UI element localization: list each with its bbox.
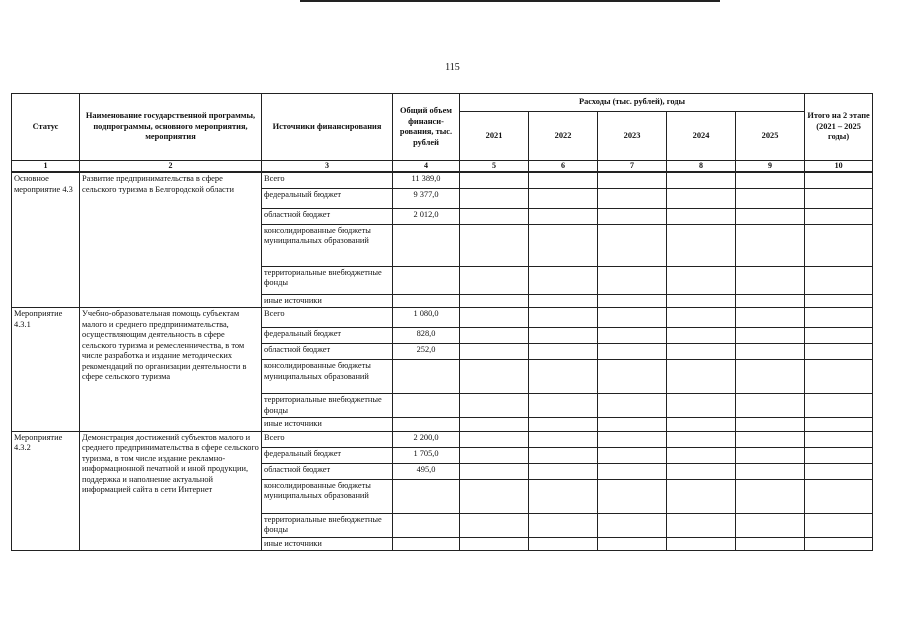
source-label: территориальные внебюджетные фонды: [262, 266, 393, 294]
column-number: 9: [736, 161, 805, 173]
source-label: территориальные внебюджетные фонды: [262, 394, 393, 418]
table-row: [12, 308, 873, 328]
total-amount: 828,0: [393, 328, 460, 344]
header-total-stage: Итого на 2 этапе (2021 – 2025 годы): [805, 94, 873, 161]
total-amount: [393, 479, 460, 513]
source-label: территориальные внебюджетные фонды: [262, 513, 393, 537]
table-row: [12, 431, 873, 447]
header-year: 2021: [460, 112, 529, 161]
total-amount: [393, 266, 460, 294]
header-sources: Источники финансирования: [262, 94, 393, 161]
source-label: федеральный бюджет: [262, 447, 393, 463]
source-label: федеральный бюджет: [262, 328, 393, 344]
column-number: 5: [460, 161, 529, 173]
header-status: Статус: [12, 94, 80, 161]
source-label: иные источники: [262, 294, 393, 308]
column-number: 10: [805, 161, 873, 173]
total-amount: [393, 418, 460, 432]
total-amount: [393, 360, 460, 394]
header-year: 2025: [736, 112, 805, 161]
total-amount: 9 377,0: [393, 188, 460, 208]
source-label: консолидированные бюджеты муниципальных образований: [262, 224, 393, 266]
budget-table: [11, 93, 873, 551]
source-label: федеральный бюджет: [262, 188, 393, 208]
source-label: областной бюджет: [262, 463, 393, 479]
total-amount: 2 012,0: [393, 208, 460, 224]
source-label: Всего: [262, 172, 393, 188]
header-expenses: Расходы (тыс. рублей), годы: [460, 94, 805, 112]
source-label: областной бюджет: [262, 344, 393, 360]
column-number: 8: [667, 161, 736, 173]
header-year: 2024: [667, 112, 736, 161]
column-number: 4: [393, 161, 460, 173]
total-amount: 2 200,0: [393, 431, 460, 447]
total-amount: [393, 224, 460, 266]
total-amount: [393, 294, 460, 308]
column-number: 1: [12, 161, 80, 173]
header-year: 2023: [598, 112, 667, 161]
scan-edge-line: [300, 0, 720, 2]
header-total-volume: Общий объем финанси-рования, тыс. рублей: [393, 94, 460, 161]
source-label: Всего: [262, 308, 393, 328]
total-amount: [393, 537, 460, 551]
total-amount: 1 705,0: [393, 447, 460, 463]
row-name: Развитие предпринимательства в сфере сельского туризма в Белгородской области: [80, 172, 262, 308]
column-number: 3: [262, 161, 393, 173]
total-amount: [393, 394, 460, 418]
row-status: Основное мероприятие 4.3: [12, 172, 80, 308]
column-number: 2: [80, 161, 262, 173]
row-name: Учебно-образовательная помощь субъектам малого и среднего предпринимательства, осуществляющим деятельность в сфере сельского туризма и ремесленничества, в том числе разработка и издание методических рекомендаций по организации деятельности в сфере сельского туризма: [80, 308, 262, 432]
column-number: 6: [529, 161, 598, 173]
header-program-name: Наименование государственной программы, подпрограммы, основного мероприятия, мероприятия: [80, 94, 262, 161]
table-row: [12, 172, 873, 188]
row-status: Мероприятие 4.3.2: [12, 431, 80, 551]
total-amount: 1 080,0: [393, 308, 460, 328]
source-label: консолидированные бюджеты муниципальных образований: [262, 360, 393, 394]
total-amount: 11 389,0: [393, 172, 460, 188]
source-label: Всего: [262, 431, 393, 447]
total-amount: [393, 513, 460, 537]
column-number: 7: [598, 161, 667, 173]
source-label: иные источники: [262, 418, 393, 432]
row-name: Демонстрация достижений субъектов малого и среднего предпринимательства в сфере сельского туризма, в том числе издание рекламно-информационной печатной и иной продукции, поддержка и наполнение актуальной информацией сайта в сети Интернет: [80, 431, 262, 551]
header-year: 2022: [529, 112, 598, 161]
total-amount: 495,0: [393, 463, 460, 479]
row-status: Мероприятие 4.3.1: [12, 308, 80, 432]
source-label: консолидированные бюджеты муниципальных образований: [262, 479, 393, 513]
page-number: 115: [445, 62, 460, 73]
source-label: областной бюджет: [262, 208, 393, 224]
source-label: иные источники: [262, 537, 393, 551]
total-amount: 252,0: [393, 344, 460, 360]
